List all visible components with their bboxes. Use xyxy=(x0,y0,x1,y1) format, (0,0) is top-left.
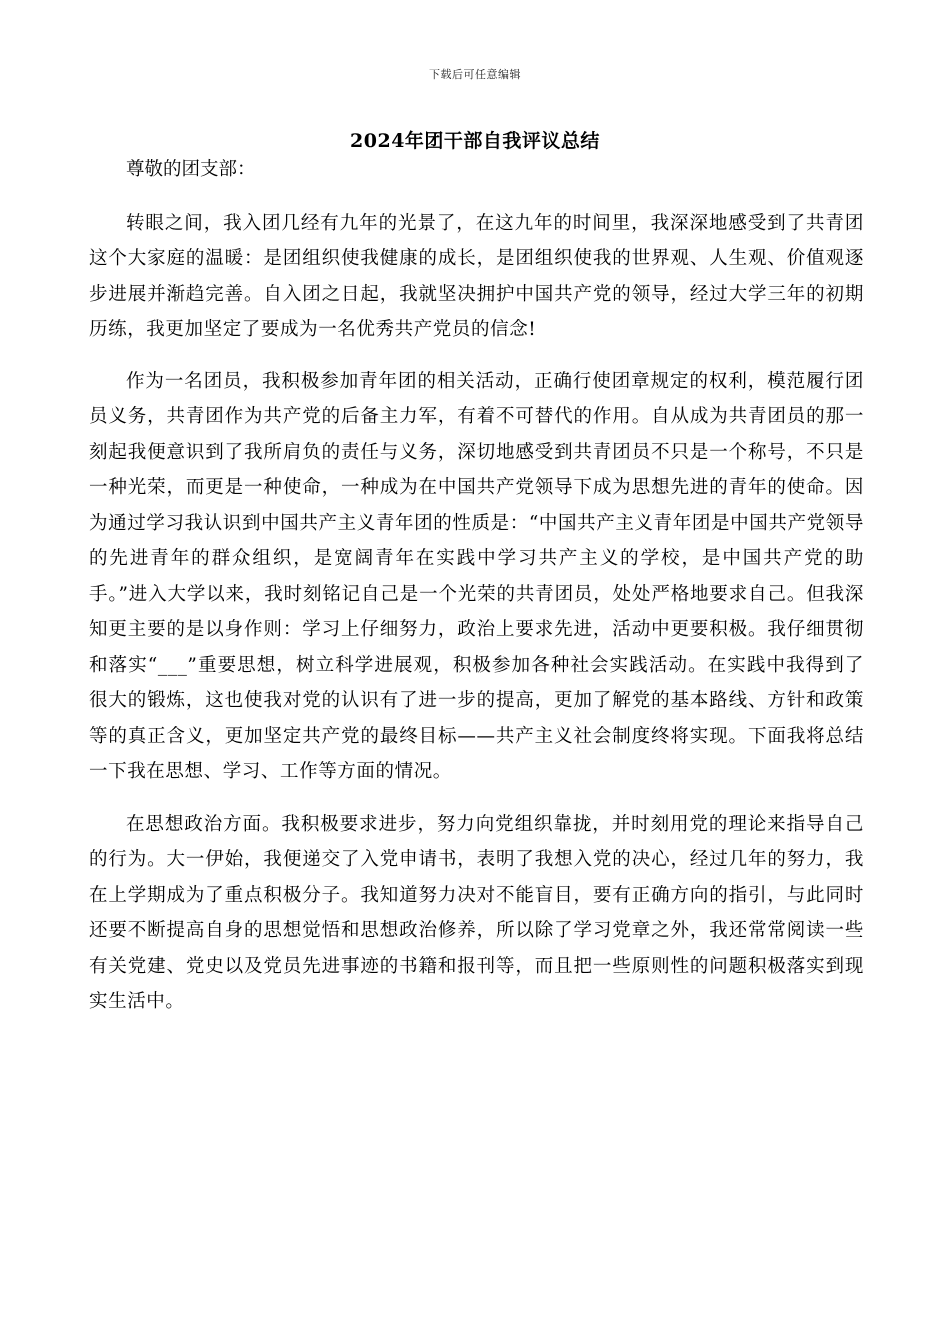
paragraph-ideology: 在思想政治方面。我积极要求进步，努力向党组织靠拢，并时刻用党的理论来指导自己的行为。大一伊始，我便递交了入党申请书，表明了我想入党的决心，经过几年的努力，我在上学期成为了重点积极分子。我知道努力决对不能盲目，要有正确方向的指引，与此同时还要不断提高自身的思想觉悟和思想政治修养，所以除了学习党章之外，我还常常阅读一些有关党建、党史以及党员先进事迹的书籍和报刊等，而且把一些原则性的问题积极落实到现实生活中。 xyxy=(89,813,864,1012)
header-note: 下载后可任意编辑 xyxy=(429,68,521,81)
document-body xyxy=(89,152,864,1020)
greeting: 尊敬的团支部： xyxy=(126,159,256,180)
paragraph-member-role: 作为一名团员，我积极参加青年团的相关活动，正确行使团章规定的权利，模范履行团员义务，共青团作为共产党的后备主力军，有着不可替代的作用。自从成为共青团员的那一刻起我便意识到了我所肩负的责任与义务，深切地感受到共青团员不只是一个称号，不只是一种光荣，而更是一种使命，一种成为在中国共产党领导下成为思想先进的青年的使命。因为通过学习我认识到中国共产主义青年团的性质是：“中国共产主义青年团是中国共产党领导的先进青年的群众组织，是宽阔青年在实践中学习共产主义的学校，是中国共产党的助手。”进入大学以来，我时刻铭记自己是一个光荣的共青团员，处处严格地要求自己。但我深知更主要的是以身作则：学习上仔细努力，政治上要求先进，活动中更要积极。我仔细贯彻和落实“___”重要思想，树立科学进展观，积极参加各种社会实践活动。在实践中我得到了很大的锻炼，这也使我对党的认识有了进一步的提高，更加了解党的基本路线、方针和政策等的真正含义，更加坚定共产党的最终目标——共产主义社会制度终将实现。下面我将总结一下我在思想、学习、工作等方面的情况。 xyxy=(89,370,864,782)
paragraph-intro: 转眼之间，我入团几经有九年的光景了，在这九年的时间里，我深深地感受到了共青团这个大家庭的温暖：是团组织使我健康的成长，是团组织使我的世界观、人生观、价值观逐步进展并渐趋完善。自入团之日起，我就坚决拥护中国共产党的领导，经过大学三年的初期历练，我更加坚定了要成为一名优秀共产党员的信念! xyxy=(89,212,864,340)
document-title: 2024年团干部自我评议总结 xyxy=(350,130,600,152)
